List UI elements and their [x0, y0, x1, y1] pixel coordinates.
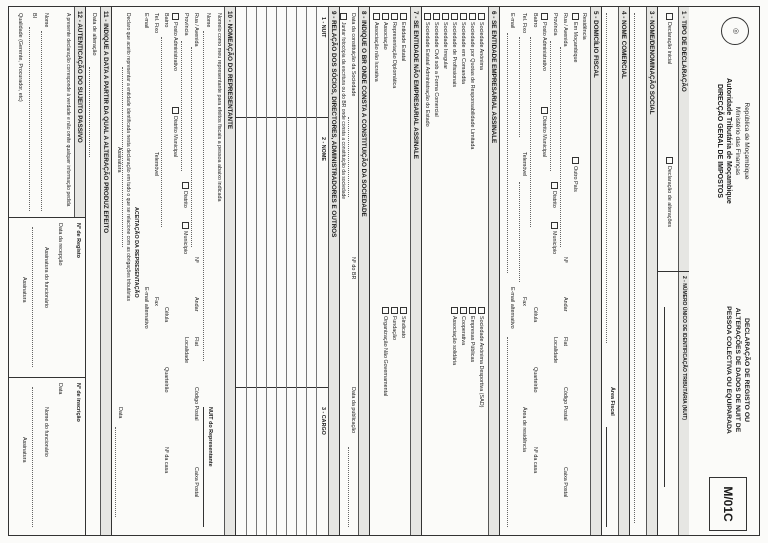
section-partners — [235, 7, 339, 535]
checkbox-icon — [391, 307, 398, 314]
option-label: Distrito — [182, 191, 189, 208]
option-label: Sociedade Civil sob a Forma Comercial — [433, 22, 440, 117]
option-label: Organização Não Governamental — [382, 316, 389, 397]
municipal-district-checkbox[interactable] — [540, 107, 548, 157]
checkbox-icon — [172, 13, 179, 20]
checkbox-icon — [391, 13, 398, 20]
form-title-line: DECLARAÇÃO DE REGISTO OU — [743, 317, 750, 423]
other-country-checkbox[interactable] — [571, 157, 579, 192]
signature-label: Assinatura — [21, 277, 27, 303]
floor-label: Andar — [562, 297, 568, 312]
po-box-label: Caixa Postal — [562, 467, 568, 498]
column-header-role: 3 - CARGO — [320, 407, 326, 435]
section-title: 8 - INDIQUE O BR ONDE CONSTA A CONSTITUIÇÃO DA SOCIEDADE — [358, 7, 369, 535]
rep-phone-label: Tel. Fixo — [153, 13, 159, 34]
district-checkbox[interactable] — [550, 182, 558, 208]
entity-option-checkbox[interactable] — [459, 13, 467, 84]
change-date-label: Data de alteração — [91, 13, 97, 56]
phone-label: Tel. Fixo — [521, 13, 527, 34]
receipt-date-label: Data da recepção — [57, 223, 63, 266]
number-label: Nº — [562, 257, 568, 263]
option-label: Posto Administrativo — [541, 22, 548, 71]
checkbox-icon — [382, 13, 389, 20]
auth-quality-label: Qualidade (Gerente, Procurador, etc) — [17, 13, 23, 102]
checkbox-icon — [478, 13, 485, 20]
rep-nuit-input[interactable] — [203, 407, 204, 527]
checkbox-icon — [400, 307, 407, 314]
option-label: Juntar fotocópia da escritura ou do BR onde consta a constituição da sociedade — [340, 22, 347, 200]
neighborhood-label: Bairro — [532, 13, 538, 28]
option-label: Cooperativa — [460, 316, 467, 346]
emblem-icon: ◎ — [721, 17, 749, 45]
entity-option-checkbox[interactable] — [468, 307, 476, 362]
issuing-authority — [715, 51, 751, 231]
checkbox-icon — [442, 13, 449, 20]
option-label: Entidade Estatal — [400, 22, 407, 62]
auth-bi-input[interactable] — [29, 27, 30, 211]
entity-option-checkbox[interactable] — [432, 13, 440, 117]
republic-text: República de Moçambique — [743, 102, 750, 180]
entity-option-checkbox[interactable] — [399, 307, 407, 338]
inscription-number-label: Nº de inscrição — [75, 383, 81, 422]
checkbox-icon — [551, 222, 558, 229]
section-title: 2 - NÚMERO ÚNICO DE IDENTIFICAÇÃO TRIBUTÁRIA (NUIT) — [678, 272, 689, 535]
clerk-signature-label: Assinatura do funcionário — [43, 247, 49, 308]
street-label: Rua / Avenida — [562, 13, 568, 47]
in-mozambique-checkbox[interactable] — [571, 13, 579, 62]
option-label: Representação Diplomática — [391, 22, 398, 89]
rep-mobile-label: Telemóvel — [153, 152, 159, 177]
checkbox-icon — [340, 13, 347, 20]
option-label: Em Moçambique — [572, 22, 579, 63]
email-input[interactable] — [507, 33, 508, 273]
checkbox-icon — [373, 13, 380, 20]
rep-signature-label: Assinatura — [116, 147, 122, 173]
admin-post-checkbox[interactable] — [540, 13, 548, 71]
fax-label: Fax — [521, 297, 527, 306]
section-non-business-entity — [369, 7, 421, 535]
table-row[interactable] — [276, 7, 277, 535]
locality-label: Localidade — [552, 337, 558, 364]
rep-nuit-label: NUIT do Representante — [207, 407, 213, 467]
change-date-input[interactable] — [89, 67, 90, 157]
publication-date-input[interactable] — [348, 447, 349, 527]
checkbox-icon — [424, 13, 431, 20]
option-label: Sociedade Estatal Administração do Estado — [424, 22, 431, 127]
province-input[interactable] — [550, 41, 551, 171]
acceptance-text: Declaro que aceito representar a entidade identificada nesta declaração em tudo o que se relacione com as obrigações tributárias — [125, 13, 131, 301]
entity-option-checkbox[interactable] — [477, 307, 485, 407]
rep-street-label: Rua / Avenida — [193, 13, 199, 47]
section-constitution — [339, 7, 369, 535]
section-business-entity — [421, 7, 499, 535]
entity-option-checkbox[interactable] — [450, 307, 458, 365]
section-title: 5 - DOMICÍLIO FISCAL — [590, 7, 601, 535]
checkbox-icon — [182, 222, 189, 229]
section-title: 7 - SE ENTIDADE NÃO EMPRESARIAL ASSINALE — [410, 7, 421, 535]
constitution-date-label: Data da constituição da Sociedade — [350, 13, 356, 97]
registry-number-label: Nº de Registo — [75, 223, 81, 258]
entity-option-checkbox[interactable] — [450, 13, 458, 87]
province-label: Província — [552, 13, 558, 36]
checkbox-icon — [172, 107, 179, 114]
auth-bi-label: BI — [31, 13, 37, 19]
fiscal-area-label: Área Fiscal — [609, 387, 615, 416]
table-row[interactable] — [316, 7, 317, 535]
br-number-label: Nº do BR — [350, 257, 356, 280]
rep-neighborhood-input[interactable] — [161, 37, 162, 227]
rep-province-label: Província — [183, 13, 189, 36]
constitution-date-input[interactable] — [348, 117, 349, 197]
table-row[interactable] — [256, 7, 257, 535]
option-label: Associação solidária — [451, 316, 458, 366]
column-header-name: 2 - NOME — [320, 137, 326, 161]
quarter-label: Quarteirão — [532, 367, 538, 393]
trade-name-input[interactable] — [606, 13, 607, 343]
municipality-checkbox[interactable] — [550, 222, 558, 254]
checkbox-icon — [182, 182, 189, 189]
section-title: 12 - AUTENTICAÇÃO DO SUJEITO PASSIVO — [74, 7, 85, 217]
form-header — [688, 7, 759, 535]
mobile-label: Telemóvel — [521, 152, 527, 177]
inscription-date-label: Data — [57, 383, 63, 395]
company-name-input[interactable] — [634, 13, 635, 523]
form-title — [724, 275, 751, 465]
street-input[interactable] — [560, 47, 561, 247]
option-label: Distrito Municipal — [172, 116, 179, 158]
rep-box-label: Caixa Postal — [193, 467, 199, 498]
table-row[interactable] — [296, 7, 297, 535]
entity-option-checkbox[interactable] — [441, 13, 449, 69]
option-label: Município — [182, 231, 189, 255]
rep-date-label: Data — [117, 407, 123, 419]
checkbox-icon — [666, 13, 673, 20]
rep-street-input[interactable] — [191, 47, 192, 247]
section-title: 1 - TIPO DE DECLARAÇÃO — [678, 7, 689, 271]
section-title: 6 - SE ENTIDADE EMPRESARIAL ASSINALE — [488, 7, 499, 535]
checkbox-icon — [666, 157, 673, 164]
neighborhood-input[interactable] — [530, 37, 531, 227]
residence-area-label: Área de residência — [521, 407, 527, 452]
rep-house-label: Nº da casa — [163, 447, 169, 474]
form-code: M/01C — [709, 477, 747, 531]
checkbox-icon — [551, 182, 558, 189]
rep-date-input[interactable] — [115, 427, 116, 517]
section-title: 4 - NOME COMERCIAL — [618, 7, 629, 535]
inscription-signature-label: Assinatura — [21, 437, 27, 463]
checkbox-icon — [572, 157, 579, 164]
column-divider — [235, 117, 328, 118]
fiscal-area-input[interactable] — [606, 427, 607, 527]
option-label: Distrito — [551, 191, 558, 208]
phone-input[interactable] — [519, 37, 520, 137]
rep-neighborhood-label: Bairro — [163, 13, 169, 28]
rep-municipality-checkbox[interactable] — [181, 222, 189, 254]
column-divider — [235, 387, 328, 388]
checkbox-icon — [400, 13, 407, 20]
entity-option-checkbox[interactable] — [423, 13, 431, 127]
column-header-nuit: 1 - NUIT — [320, 17, 326, 38]
entity-option-checkbox[interactable] — [390, 13, 398, 88]
rep-locality-label: Localidade — [183, 337, 189, 364]
authentication-text: A presente declaração corresponde à verdade e não omite qualquer informação pedida — [65, 13, 71, 207]
postal-code-label: Código Postal — [562, 387, 568, 421]
clerk-signature-input[interactable] — [32, 227, 33, 367]
form-title-line: PESSOA COLECTIVA OU EQUIPARADA — [725, 306, 732, 434]
entity-option-checkbox[interactable] — [390, 307, 398, 340]
nuit-input[interactable] — [664, 307, 665, 487]
checkbox-icon — [572, 13, 579, 20]
attach-br-checkbox[interactable] — [339, 13, 347, 199]
option-label: Sociedade Irregular — [442, 22, 449, 70]
rep-province-input[interactable] — [181, 41, 182, 171]
mobile-input[interactable] — [519, 182, 520, 282]
divider — [9, 217, 85, 218]
option-label: Empresas Públicas — [469, 316, 476, 363]
entity-option-checkbox[interactable] — [372, 13, 380, 82]
option-label: Fundação — [391, 316, 398, 340]
rep-name-input[interactable] — [203, 31, 204, 361]
auth-name-input[interactable] — [41, 31, 42, 211]
option-label: Associação não lucrativa — [373, 22, 380, 82]
alt-email-input[interactable] — [507, 337, 508, 527]
rep-email-label: E-mail — [143, 13, 149, 29]
residence-label: Residência — [581, 13, 587, 40]
section-title: 11 - INDIQUE A DATA A PARTIR DA QUAL A ALTERAÇÃO PRODUZ EFEITO — [100, 7, 111, 535]
section-title: 9 - RELAÇÃO DOS SÓCIOS, DIRECTORES, ADMINISTRADORES E OUTROS — [328, 7, 339, 535]
amendment-declaration-checkbox[interactable] — [665, 157, 673, 227]
option-label: Sindicato — [400, 316, 407, 339]
section-authentication — [9, 7, 85, 535]
entity-option-checkbox[interactable] — [459, 307, 467, 345]
option-label: Declaração de alterações — [666, 166, 673, 228]
rep-district-checkbox[interactable] — [181, 182, 189, 208]
checkbox-icon — [478, 307, 485, 314]
directorate-text: DIRECÇÃO GERAL DE IMPOSTOS — [716, 83, 723, 199]
ministry-text: Ministério das Finanças — [734, 106, 741, 176]
checkbox-icon — [469, 13, 476, 20]
rep-signature-input[interactable] — [122, 67, 123, 247]
rep-alt-email-label: E-mail alternativo — [143, 287, 149, 329]
auth-name-label: Nome — [43, 13, 49, 28]
acceptance-heading: ACEITAÇÃO DA REPRESENTAÇÃO — [133, 207, 139, 298]
table-row[interactable] — [266, 7, 267, 535]
entity-option-checkbox[interactable] — [381, 13, 389, 50]
checkbox-icon — [451, 13, 458, 20]
email-label: E-mail — [509, 13, 515, 29]
checkbox-icon — [541, 107, 548, 114]
house-number-label: Nº da casa — [532, 447, 538, 474]
rep-admin-checkbox[interactable] — [171, 13, 179, 71]
section-title: 10 - NOMEAÇÃO DO REPRESENTANTE — [224, 7, 235, 535]
form-title-line: ALTERAÇÕES DE DADOS DE NUIT DE — [734, 307, 741, 433]
inscription-signature-input[interactable] — [32, 387, 33, 527]
clerk-name-label: Nome do funcionário — [43, 407, 49, 457]
rep-floor-label: Andar — [193, 297, 199, 312]
checkbox-icon — [541, 13, 548, 20]
entity-option-checkbox[interactable] — [468, 13, 476, 149]
table-row[interactable] — [306, 7, 307, 535]
rep-postal-label: Código Postal — [193, 387, 199, 421]
rep-fax-label: Fax — [153, 297, 159, 306]
alt-email-label: E-mail alternativo — [509, 287, 515, 329]
divider — [9, 377, 85, 378]
flat-label: Flat — [562, 337, 568, 346]
option-label: Sociedade de Profissionais — [451, 22, 458, 88]
initial-declaration-checkbox[interactable] — [665, 13, 673, 64]
checkbox-icon — [469, 307, 476, 314]
rep-flat-label: Flat — [193, 337, 199, 346]
section-company-name — [629, 7, 657, 535]
checkbox-icon — [382, 307, 389, 314]
option-label: Sociedade em Comandita — [460, 22, 467, 85]
option-label: Sociedade Anónima — [478, 22, 485, 70]
authority-text: Autoridade Tributária de Moçambique — [725, 78, 732, 204]
option-label: Município — [551, 231, 558, 255]
rep-name-label: Nome — [205, 13, 211, 28]
entity-option-checkbox[interactable] — [399, 13, 407, 61]
option-label: Distrito Municipal — [541, 116, 548, 158]
checkbox-icon — [451, 307, 458, 314]
section-title: 3 - NOME/DENOMINAÇÃO SOCIAL — [646, 7, 657, 535]
cell-label: Célula — [532, 307, 538, 323]
section-declaration-type — [657, 7, 689, 535]
rep-quarter-label: Quarteirão — [163, 367, 169, 393]
representative-intro: Nomeio como meu representante para efeitos fiscais a pessoa abaixo indicada — [216, 13, 222, 202]
table-row[interactable] — [246, 7, 247, 535]
section-fiscal-domicile — [499, 7, 601, 535]
section-trade-name — [601, 7, 629, 535]
checkbox-icon — [460, 307, 467, 314]
option-label: Declaração inicial — [666, 22, 673, 65]
table-row[interactable] — [286, 7, 287, 535]
option-label: Posto Administrativo — [172, 22, 179, 71]
rep-number-label: Nº — [193, 257, 199, 263]
entity-option-checkbox[interactable] — [477, 13, 485, 70]
option-label: Sociedade Anónima Desportiva (SAD) — [478, 316, 485, 408]
rep-cell-label: Célula — [163, 307, 169, 323]
checkbox-icon — [460, 13, 467, 20]
option-label: Outro País — [572, 166, 579, 192]
section-change-date — [85, 7, 111, 535]
declaration-form — [8, 6, 760, 536]
entity-option-checkbox[interactable] — [381, 307, 389, 396]
checkbox-icon — [433, 13, 440, 20]
rep-municipal-checkbox[interactable] — [171, 107, 179, 157]
option-label: Sociedade por Quotas de Responsabilidade Limitada — [469, 22, 476, 150]
publication-date-label: Data da publicação — [350, 387, 356, 434]
option-label: Associação — [382, 22, 389, 50]
section-representative — [111, 7, 235, 535]
